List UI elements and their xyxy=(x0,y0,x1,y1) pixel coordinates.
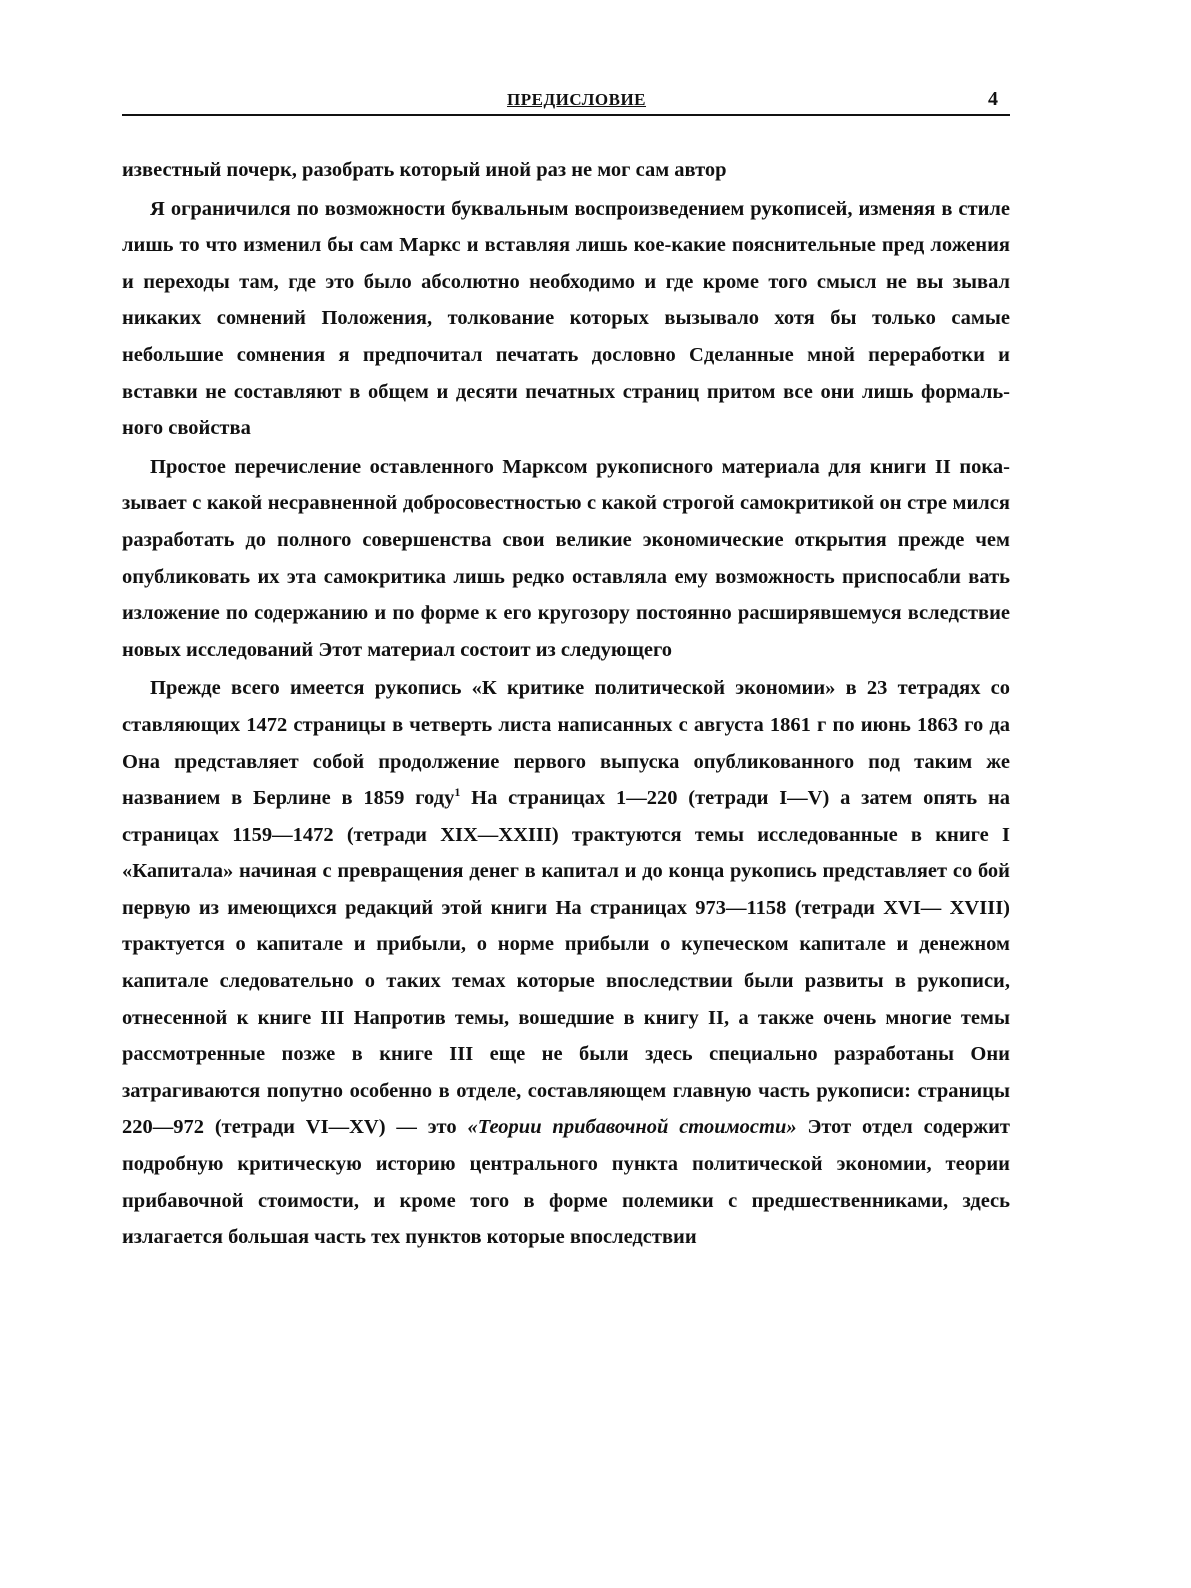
body-text xyxy=(122,152,1010,1256)
paragraph-text-middle: На страницах 1—220 (тетради I—V) а затем опять на страницах 1159—1472 (тетради XIX—XXIII) трактуются темы исследованные в книге I «Капитала» начиная с превращения денег в капитал и до конца рукопись представляет со бой первую из имеющихся редакций этой книги На страницах 973—1158 (тетради XVI— XVIII) трактуется о капитале и прибыли, о норме прибыли о купеческом капитале и денежном капитале следовательно о таких темах которые впоследствии были развиты в рукописи, отнесенной к книге III Напротив темы, вошедшие в книгу II, а также очень многие темы рассмотренные позже в книге III еще не были здесь специально разработаны Они затрагиваются попутно особенно в отделе, составляющем главную часть рукописи: страницы 220—972 (тетради VI—XV) — это xyxy=(122,787,1011,1139)
paragraph-text-start: Прежде всего имеется рукопись «К критике политической экономии» в 23 тетрадях со ставляющих 1472 страницы в четверть листа написанных с августа 1861 г по июнь 1863 го да Она представляет собой продолжение первого выпуска опубликованного под таким же названием в Берлине в 1859 году xyxy=(122,677,1010,810)
footnote-mark: 1 xyxy=(454,785,461,800)
paragraph-text-end: Этот отдел содержит подробную критическую историю центрального пункта политической экономии, теории прибавочной стоимости, и кроме того в форме полемики с предшественниками, здесь излагается большая часть тех пунктов которые впоследствии xyxy=(122,1116,1010,1249)
paragraph-manuscript-list: Простое перечисление оставленного Марксом рукописного материала для книги II пока- зывает с какой несравненной добросовестностью с какой строгой самокритикой он стре мился разработать до полного совершенства свои великие экономические открытия прежде чем опубликовать их эта самокритика лишь редко оставляла ему возможность приспосабли вать изложение по содержанию и по форме к его кругозору постоянно расширявшемуся вследствие новых исследований Этот материал состоит из следующего xyxy=(122,455,1010,661)
page-number: 4 xyxy=(988,88,998,110)
italic-work-title: «Теории прибавочной стоимости» xyxy=(467,1116,797,1139)
paragraph-editing-method: Я ограничился по возможности буквальным воспроизведением рукописей, изменяя в стиле лишь то что изменил бы сам Маркс и вставляя лишь кое-какие пояснительные пред ложения и переходы там, где это было абсолютно необходимо и где кроме того смысл не вы зывал никаких сомнений Положения, толкование которых вызывало хотя бы только самые небольшие сомнения я предпочитал печатать дословно Сделанные мной переработки и вставки не составляют в общем и десяти печатных страниц притом все они лишь формаль- ного свойства xyxy=(122,197,1010,440)
running-header xyxy=(122,88,1010,116)
running-title: ПРЕДИСЛОВИЕ xyxy=(507,90,647,109)
paragraph-first-manuscript xyxy=(122,670,1010,1256)
paragraph-continuation: известный почерк, разобрать который иной раз не мог сам автор xyxy=(122,159,727,181)
